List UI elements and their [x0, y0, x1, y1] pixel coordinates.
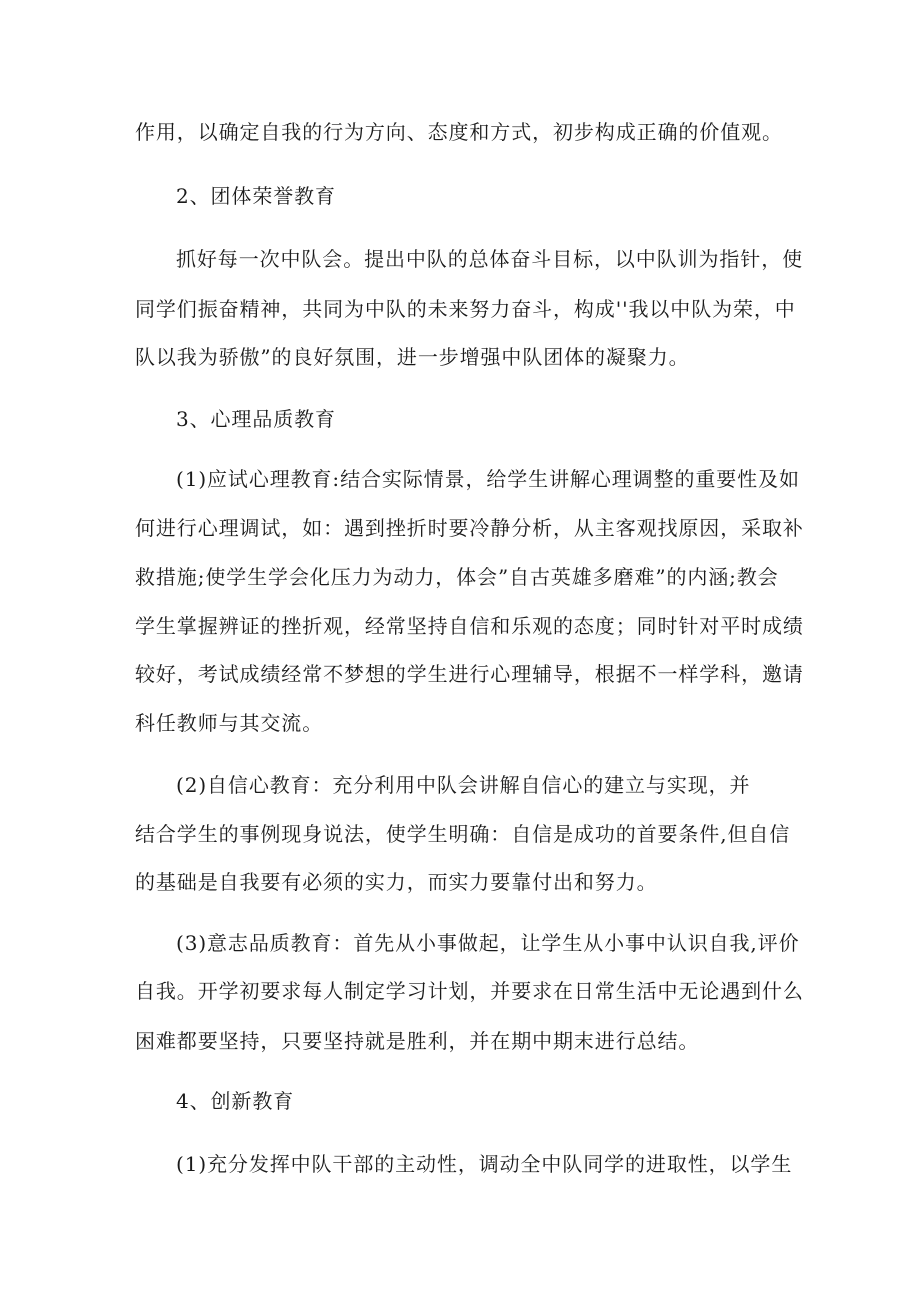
text-line: (3)意志品质教育：首先从小事做起，让学生从小事中认识自我,评价 [176, 931, 800, 955]
section-heading: 4、创新教育 [176, 1089, 295, 1113]
text-line: 救措施;使学生学会化压力为动力，体会”自古英雄多磨难”的内涵;教会 [135, 565, 779, 589]
text-line: 队以我为骄傲”的良好氛围，进一步增强中队团体的凝聚力。 [135, 345, 690, 369]
text-line: 结合学生的事例现身说法，使学生明确：自信是成功的首要条件,但自信 [135, 822, 791, 846]
text-line: (1)应试心理教育:结合实际情景，给学生讲解心理调整的重要性及如 [176, 467, 800, 491]
text-line: 抓好每一次中队会。提出中队的总体奋斗目标，以中队训为指针，使 [176, 247, 803, 271]
text-line: (1)充分发挥中队干部的主动性，调动全中队同学的进取性，以学生 [176, 1152, 793, 1176]
section-heading: 3、心理品质教育 [176, 407, 336, 431]
text-line: 的基础是自我要有必须的实力，而实力要靠付出和努力。 [135, 870, 658, 894]
text-line: 作用，以确定自我的行为方向、态度和方式，初步构成正确的价值观。 [135, 120, 783, 144]
text-line: 困难都要坚持，只要坚持就是胜利，并在期中期末进行总结。 [135, 1029, 700, 1053]
text-line: 科任教师与其交流。 [135, 711, 324, 735]
text-line: (2)自信心教育：充分利用中队会讲解自信心的建立与实现，并 [176, 773, 751, 797]
text-line: 何进行心理调试，如：遇到挫折时要冷静分析，从主客观找原因，采取补 [135, 516, 804, 540]
text-line: 同学们振奋精神，共同为中队的未来努力奋斗，构成''我以中队为荣，中 [135, 297, 796, 321]
text-line: 较好，考试成绩经常不梦想的学生进行心理辅导，根据不一样学科，邀请 [135, 662, 804, 686]
section-heading: 2、团体荣誉教育 [176, 184, 336, 208]
text-line: 自我。开学初要求每人制定学习计划，并要求在日常生活中无论遇到什么 [135, 979, 804, 1003]
text-line: 学生掌握辨证的挫折观，经常坚持自信和乐观的态度；同时针对平时成绩 [135, 614, 804, 638]
